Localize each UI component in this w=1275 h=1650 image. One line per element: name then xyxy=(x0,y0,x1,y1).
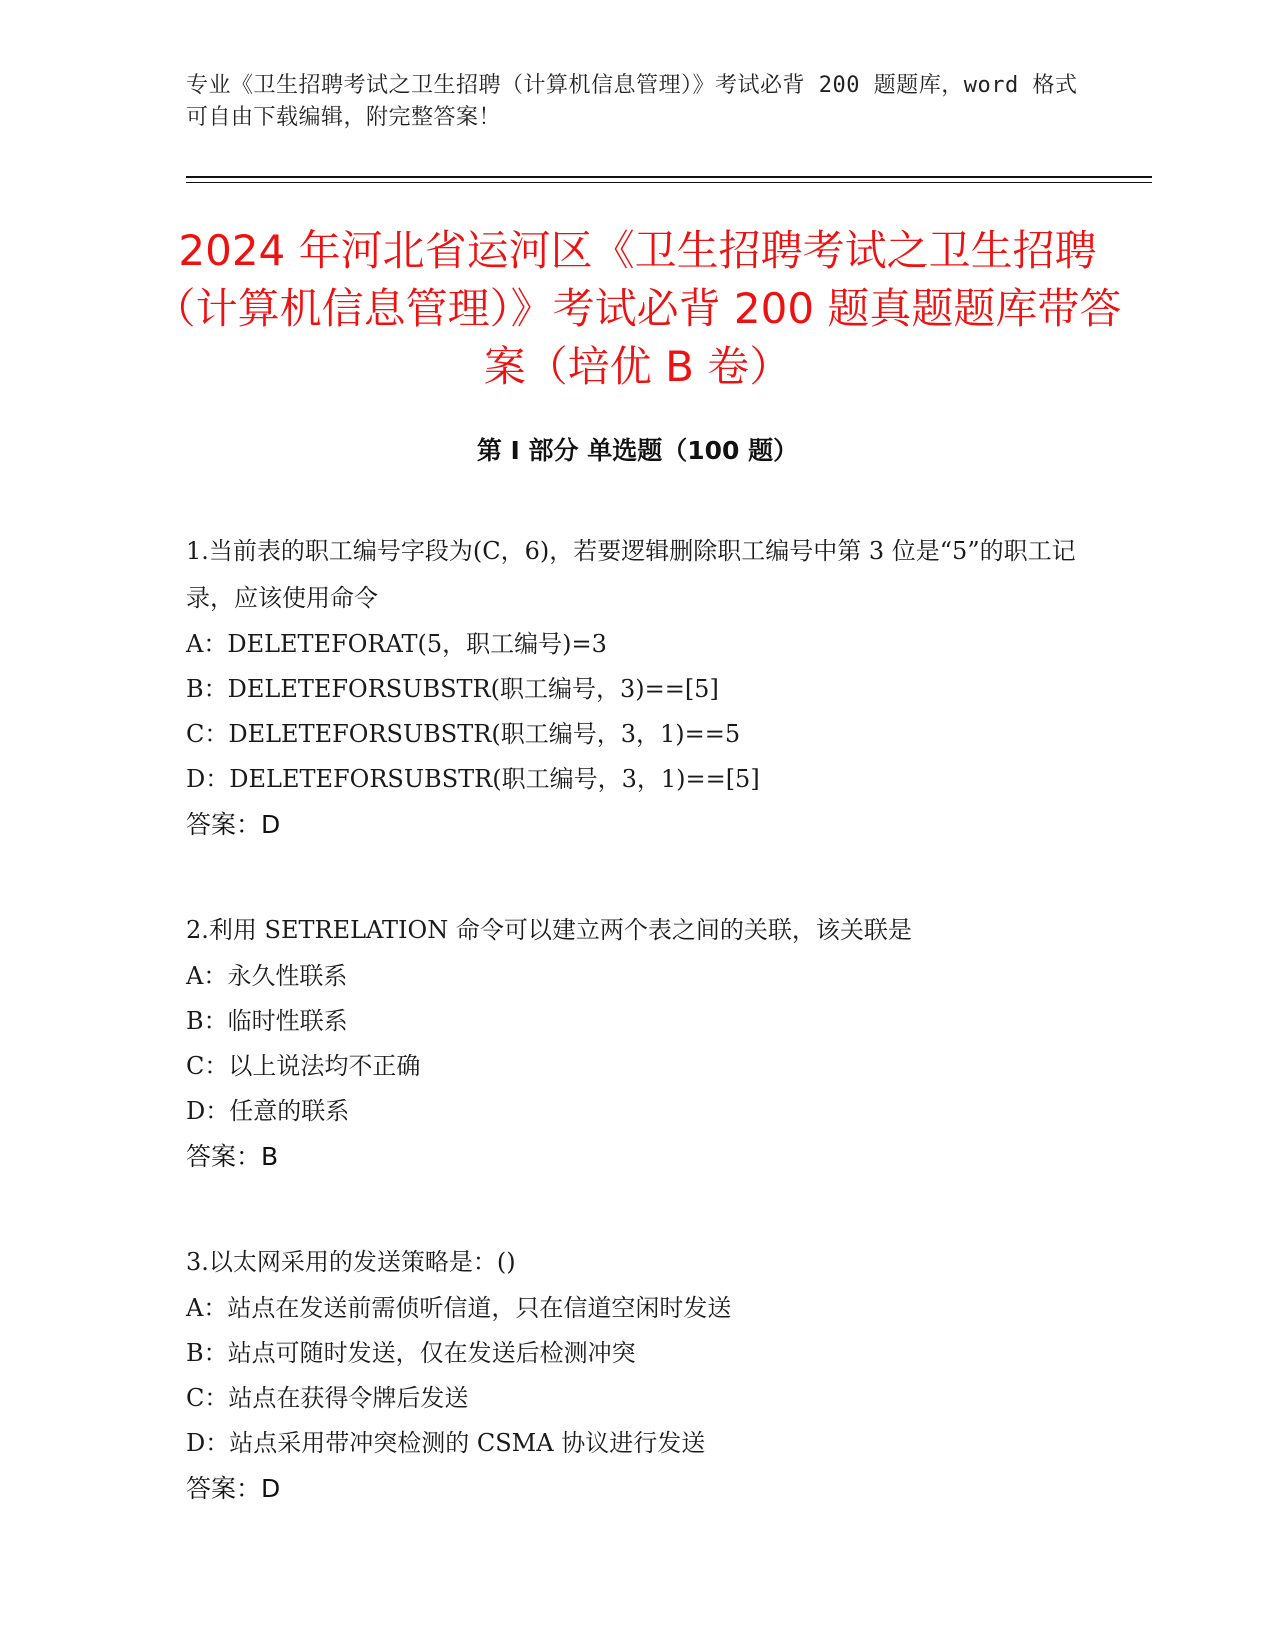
question-2 xyxy=(186,907,1086,1180)
header-note: 专业《卫生招聘考试之卫生招聘（计算机信息管理）》考试必背 200 题题库，word 格式可自由下载编辑，附完整答案！ xyxy=(186,73,1078,130)
option-b: B：站点可随时发送，仅在发送后检测冲突 xyxy=(186,1339,636,1367)
question-1 xyxy=(186,528,1086,848)
option-b: B：临时性联系 xyxy=(186,1007,348,1035)
answer-line: 答案：D xyxy=(186,810,281,839)
option-b: B：DELETEFORSUBSTR(职工编号，3)==[5] xyxy=(186,675,719,703)
section-heading: 第 I 部分 单选题（100 题） xyxy=(476,436,799,465)
question-list xyxy=(186,528,1086,1571)
document-title: 2024 年河北省运河区《卫生招聘考试之卫生招聘（计算机信息管理）》考试必背 200 题真题题库带答案（培优 B 卷） xyxy=(153,226,1122,391)
question-3 xyxy=(186,1239,1086,1512)
answer-line: 答案：D xyxy=(186,1474,281,1503)
question-stem: 1.当前表的职工编号字段为(C，6)，若要逻辑删除职工编号中第 3 位是“5”的职工记录，应该使用命令 xyxy=(186,537,1076,612)
option-d: D：站点采用带冲突检测的 CSMA 协议进行发送 xyxy=(186,1429,706,1457)
option-a: A：站点在发送前需侦听信道，只在信道空闲时发送 xyxy=(186,1294,732,1322)
answer-line: 答案：B xyxy=(186,1142,279,1171)
header-divider-thick xyxy=(186,176,1152,178)
option-a: A：永久性联系 xyxy=(186,962,348,990)
question-stem: 3.以太网采用的发送策略是：() xyxy=(186,1248,516,1276)
option-c: C：DELETEFORSUBSTR(职工编号，3，1)==5 xyxy=(186,720,741,748)
option-a: A：DELETEFORAT(5，职工编号)=3 xyxy=(186,630,607,658)
option-c: C：以上说法均不正确 xyxy=(186,1052,421,1080)
option-c: C：站点在获得令牌后发送 xyxy=(186,1384,469,1412)
question-stem: 2.利用 SETRELATION 命令可以建立两个表之间的关联，该关联是 xyxy=(186,916,912,944)
option-d: D：任意的联系 xyxy=(186,1097,350,1125)
header-divider-thin xyxy=(186,182,1152,183)
option-d: D：DELETEFORSUBSTR(职工编号，3，1)==[5] xyxy=(186,765,760,793)
